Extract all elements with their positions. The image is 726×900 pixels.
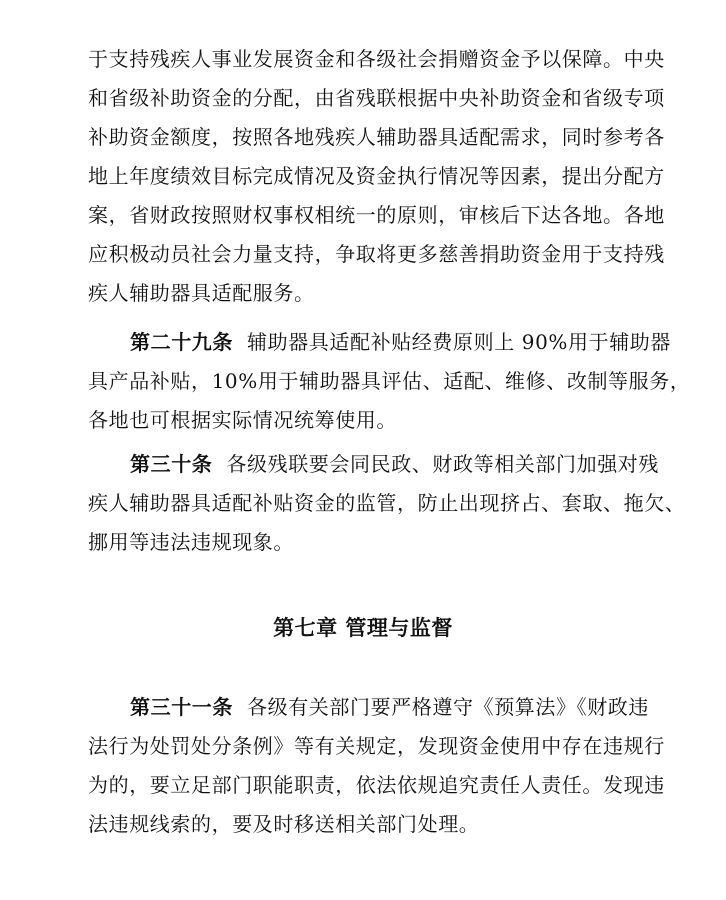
article-heading: 第二十九条 — [130, 330, 233, 354]
article-heading: 第三十一条 — [130, 695, 233, 719]
text-line: 具产品补贴，10%用于辅助器具评估、适配、维修、改制等服务， — [88, 369, 691, 393]
article-text: 各级残联要会同民政、财政等相关部门加强对残 — [226, 452, 660, 476]
text-line — [88, 445, 658, 484]
article-31 — [88, 688, 665, 844]
article-heading: 第三十条 — [130, 452, 213, 476]
paragraph-funding-allocation — [88, 40, 665, 313]
text-line: 法行为处罚处分条例》等有关规定，发现资金使用中存在违规行 — [88, 734, 665, 758]
text-line: 案，省财政按照财权事权相统一的原则，审核后下达各地。各地 — [88, 203, 665, 227]
text-line: 法违规线索的，要及时移送相关部门处理。 — [88, 812, 480, 836]
text-line: 各地也可根据实际情况统筹使用。 — [88, 408, 397, 432]
article-text: 各级有关部门要严格遵守《预算法》《财政违 — [247, 695, 649, 719]
article-29 — [88, 323, 691, 440]
article-30 — [88, 445, 686, 562]
text-line: 挪用等违法违规现象。 — [88, 530, 294, 554]
text-line: 疾人辅助器具适配服务。 — [88, 281, 315, 305]
text-line: 应积极动员社会力量支持，争取将更多慈善捐助资金用于支持残 — [88, 242, 665, 266]
article-text: 辅助器具适配补贴经费原则上 90%用于辅助器 — [247, 330, 672, 354]
text-line — [88, 688, 658, 727]
text-line: 补助资金额度，按照各地残疾人辅助器具适配需求，同时参考各 — [88, 125, 665, 149]
text-line: 和省级补助资金的分配，由省残联根据中央补助资金和省级专项 — [88, 86, 665, 110]
text-line: 地上年度绩效目标完成情况及资金执行情况等因素，提出分配方 — [88, 164, 665, 188]
text-line — [88, 323, 672, 362]
text-line: 为的，要立足部门职能职责，依法依规追究责任人责任。发现违 — [88, 773, 665, 797]
text-line: 疾人辅助器具适配补贴资金的监管，防止出现挤占、套取、拖欠、 — [88, 491, 686, 515]
text-line: 于支持残疾人事业发展资金和各级社会捐赠资金予以保障。中央 — [88, 47, 665, 71]
chapter-heading: 第七章 管理与监督 — [273, 616, 453, 640]
